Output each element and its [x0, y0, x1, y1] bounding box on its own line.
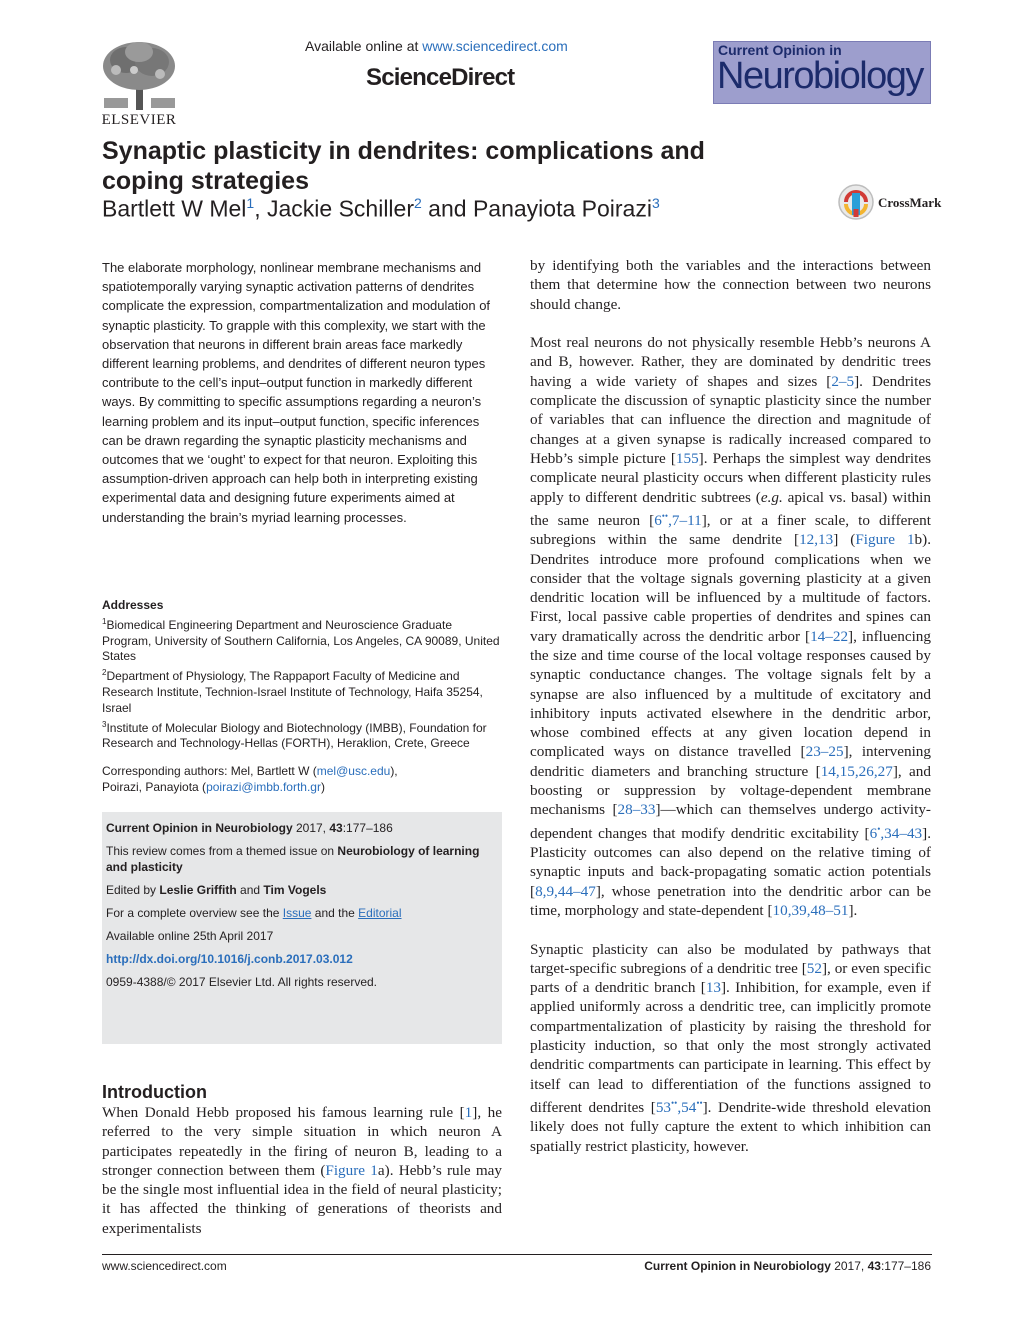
body-text: ], intervening dendritic diameters and branching structure [ [530, 743, 931, 780]
body-text: ], whose penetration into the dendritic arbor can be time, morphology and state-dependent [ [530, 882, 931, 919]
theme-title: Neurobiology of learning and plasticity [106, 844, 480, 874]
edited-prefix: Edited by [106, 883, 160, 897]
body-text: When Donald Hebb proposed his famous learning rule [ [102, 1104, 465, 1121]
email-link[interactable]: poirazi@imbb.forth.gr [206, 779, 321, 794]
body-text: apical vs. basal) within the same neuron [ [530, 488, 931, 529]
reference-link[interactable]: 2–5 [831, 372, 855, 390]
crossmark-label: CrossMark [878, 195, 942, 210]
reference-link[interactable]: 155 [675, 449, 699, 467]
address-text: Department of Physiology, The Rappaport Faculty of Medicine and Research Institute, Technion-Israel Institute of Technology, Haifa 35254, Israel [102, 669, 483, 715]
available-online-date: Available online 25th April 2017 [106, 929, 274, 943]
body-text: Most real neurons do not physically resemble Hebb’s neurons A and B, however. Rather, they are dominated by dendritic trees having a wide variety of shapes and sizes [ [530, 334, 931, 390]
address-number: 3 [102, 719, 107, 729]
address-number: 2 [102, 668, 107, 678]
footer-pages: :177–186 [880, 1259, 931, 1273]
journal-logo [713, 41, 931, 104]
elsevier-tree-icon [96, 40, 182, 112]
address-text: Biomedical Engineering Department and Neuroscience Graduate Program, University of Southern California, Los Angeles, CA 90089, United States [102, 617, 500, 664]
introduction-paragraph [102, 1103, 502, 1238]
author-separator: , [254, 195, 267, 222]
available-online-line [305, 38, 568, 54]
addresses-heading: Addresses [102, 598, 164, 612]
article-title: Synaptic plasticity in dendrites: complications and coping strategies [102, 137, 705, 195]
body-text: ] ( [833, 531, 856, 549]
body-text: ]. [848, 901, 858, 919]
publisher-name: ELSEVIER [101, 112, 177, 128]
author-name: Jackie Schiller [267, 195, 414, 222]
crossmark-badge[interactable] [838, 183, 942, 221]
editorial-link[interactable]: Editorial [358, 906, 402, 920]
footer-volume: 43 [867, 1259, 881, 1273]
address-text: Institute of Molecular Biology and Biotechnology (IMBB), Foundation for Research and Technology-Hellas (FORTH), Heraklion, Crete, Greece [102, 720, 487, 751]
author-list [102, 195, 660, 223]
reference-link[interactable]: ,34–43 [880, 824, 923, 842]
reference-link[interactable]: 8,9,44–47 [535, 882, 596, 900]
email-link[interactable]: mel@usc.edu [316, 764, 391, 779]
reference-link[interactable]: 10,39,48–51 [772, 901, 849, 919]
theme-prefix: This review comes from a themed issue on [106, 844, 338, 858]
reference-link[interactable]: 14–22 [810, 627, 849, 645]
reference-link[interactable]: 1 [464, 1104, 473, 1121]
reference-link[interactable]: 53 [655, 1098, 672, 1116]
theme-line [106, 843, 502, 875]
sciencedirect-logo: ScienceDirect [366, 64, 515, 91]
journal-year: 2017, [292, 821, 330, 835]
body-text: ]. Dendrites complicate the discussion of synaptic plasticity since the number of variables that can influence the direction and magnitude of changes at a given synapse is radically increased compared to Hebb’s simple picture [ [530, 372, 931, 467]
reference-link[interactable]: 6 [654, 511, 662, 529]
reference-annotation: •• [661, 510, 669, 521]
corresponding-prefix: Poirazi, Panayiota ( [102, 779, 207, 794]
body-text: ], and boosting or suppression by voltage-dependent membrane mechanisms [ [530, 762, 931, 819]
body-text: ], or even specific parts of a dendritic branch [ [530, 959, 931, 997]
body-paragraph [530, 333, 931, 920]
overview-and: and the [311, 906, 359, 920]
reference-link[interactable]: 13 [705, 979, 721, 997]
address-item [102, 665, 502, 716]
edited-and: and [236, 883, 264, 897]
corresponding-prefix: Corresponding authors: Mel, Bartlett W ( [102, 764, 317, 779]
corresponding-authors [102, 764, 502, 796]
overview-prefix: For a complete overview see the [106, 906, 283, 920]
reference-link[interactable]: 23–25 [805, 743, 844, 761]
body-text: ]. Plasticity outcomes can also depend on the relative timing of synaptic inputs and back-propagating somatic action potentials [ [530, 824, 931, 900]
elsevier-logo [96, 40, 182, 128]
italic-text: e.g. [760, 488, 783, 506]
citation-line [106, 820, 502, 836]
body-text: ], influencing the size and time course of the local voltage responses caused by synaptic conductance changes. The voltage signals felt by a synapse are also influenced by a multitude of excitatory and inhibitory inputs activated elsewhere in the dendritic arbor, whose combined effects at any given location depend in complicated ways on distance travelled [ [530, 627, 931, 761]
body-text: ]. Perhaps the simplest way dendrites complicate neural plasticity occurs when different plasticity rules apply to different dendritic subtrees ( [530, 449, 931, 506]
reference-annotation: •• [671, 1097, 678, 1108]
body-text: b). Dendrites introduce more profound complications when we consider that the voltage signals governing plasticity at a given dendritic location will be influenced by a multitude of factors. First, local passive cable properties of dendrites and spines can vary dramatically across the dendritic arbor [ [530, 531, 931, 645]
body-text: ]. Dendrite-wide threshold elevation likely does not fully capture the extent to which inhibition can spatially restrict plasticity, however. [530, 1098, 932, 1155]
body-paragraph [530, 940, 931, 1156]
journal-pages: :177–186 [342, 821, 393, 835]
footer-year: 2017, [830, 1259, 868, 1273]
crossmark-icon [838, 183, 874, 221]
addresses-section [102, 598, 502, 796]
reference-link[interactable]: 12,13 [799, 531, 834, 549]
issue-link[interactable]: Issue [282, 906, 312, 920]
reference-annotation: • [877, 823, 881, 834]
copyright-line: 0959-4388/© 2017 Elsevier Ltd. All rights reserved. [106, 975, 377, 989]
affiliation-link[interactable]: 3 [651, 195, 660, 211]
body-text: ]. Inhibition, for example, even if applied uniformly across a dendritic tree, can implicitly promote compartmentalization of plasticity by raising the threshold for plasticity induction, so that only the most strongly activated dendritic compartments can participate in learning. This effect by itself can lead to differentiation of the functions assigned to different dendrites [ [530, 979, 931, 1116]
address-item [102, 614, 502, 665]
corresponding-end: ) [320, 779, 325, 794]
journal-logo-main: Neurobiology [717, 55, 923, 97]
body-paragraph: by identifying both the variables and the interactions between them that determine how the connection between two neurons should change. [530, 257, 931, 313]
editor-name: Leslie Griffith [159, 883, 237, 897]
body-text: Synaptic plasticity can also be modulated by pathways that target-specific subregions of a dendritic tree [ [530, 940, 931, 977]
available-prefix: Available online at [305, 38, 423, 54]
right-column [530, 256, 931, 1175]
journal-logo-top: Current Opinion in [718, 42, 842, 58]
footer-url[interactable]: www.sciencedirect.com [102, 1259, 227, 1273]
reference-link[interactable]: 52 [806, 959, 822, 977]
affiliation-link[interactable]: 1 [246, 195, 255, 211]
overview-line [106, 905, 502, 921]
abstract: The elaborate morphology, nonlinear membrane mechanisms and spatiotemporally varying synaptic activation patterns of dendrites complicate the expression, compartmentalization and modulation of synaptic plasticity. To grapple with this complexity, we start with the observation that neurons in different brain areas face markedly different learning problems, and dendrites of different neuron types contribute to the cell’s input–output function in markedly different ways. By committing to specific assumptions regarding a neuron’s learning problem and its input–output function, specific inferences can be drawn regarding the synaptic plasticity mechanisms and outcomes that we ‘ought’ to expect for that neuron. Exploiting this assumption-driven approach can help both in interpreting existing experimental data and designing future experiments aimed at understanding the brain’s myriad learning processes. [102, 260, 491, 525]
body-text: a). Hebb’s rule may be the single most influential idea in the field of neural plasticity; it has affected the thinking of generations of theorists and experimentalists [102, 1161, 502, 1237]
sciencedirect-link[interactable]: www.sciencedirect.com [422, 38, 568, 54]
reference-link[interactable]: ,54 [677, 1098, 697, 1116]
reference-annotation: •• [696, 1097, 703, 1108]
edited-by-line [106, 882, 502, 898]
editor-name: Tim Vogels [263, 883, 327, 897]
footer-divider [102, 1254, 932, 1255]
footer-journal: Current Opinion in Neurobiology [644, 1259, 831, 1273]
body-text: ], or at a finer scale, to different subregions within the same dendrite [ [530, 511, 931, 549]
author-separator: and [421, 195, 473, 222]
corresponding-separator: ), [390, 764, 398, 779]
journal-volume: 43 [329, 821, 343, 835]
address-item [102, 717, 502, 753]
figure-link[interactable]: Figure 1 [325, 1161, 378, 1179]
reference-link[interactable]: 14,15,26,27 [820, 762, 893, 780]
address-number: 1 [102, 616, 107, 626]
article-info-box [102, 812, 502, 1044]
author-name: Bartlett W Mel [102, 195, 247, 222]
introduction-heading: Introduction [102, 1082, 207, 1102]
doi-link[interactable]: http://dx.doi.org/10.1016/j.conb.2017.03.012 [106, 952, 353, 966]
reference-link[interactable]: Figure 1 [855, 531, 915, 549]
affiliation-link[interactable]: 2 [414, 195, 422, 211]
body-text: ], he referred to the very simple situation in which neuron A participates repeatedly in the firing of neuron B, leading to a stronger connection between them ( [102, 1104, 502, 1179]
author-name: Panayiota Poirazi [472, 195, 652, 222]
reference-link[interactable]: 6 [869, 824, 878, 842]
body-text: ]—which can themselves undergo activity-dependent changes that modify dendritic excitability [ [530, 801, 931, 842]
footer-citation [644, 1259, 931, 1273]
reference-link[interactable]: ,7–11 [668, 511, 702, 529]
reference-link[interactable]: 28–33 [617, 801, 656, 819]
journal-name: Current Opinion in Neurobiology [106, 821, 293, 835]
